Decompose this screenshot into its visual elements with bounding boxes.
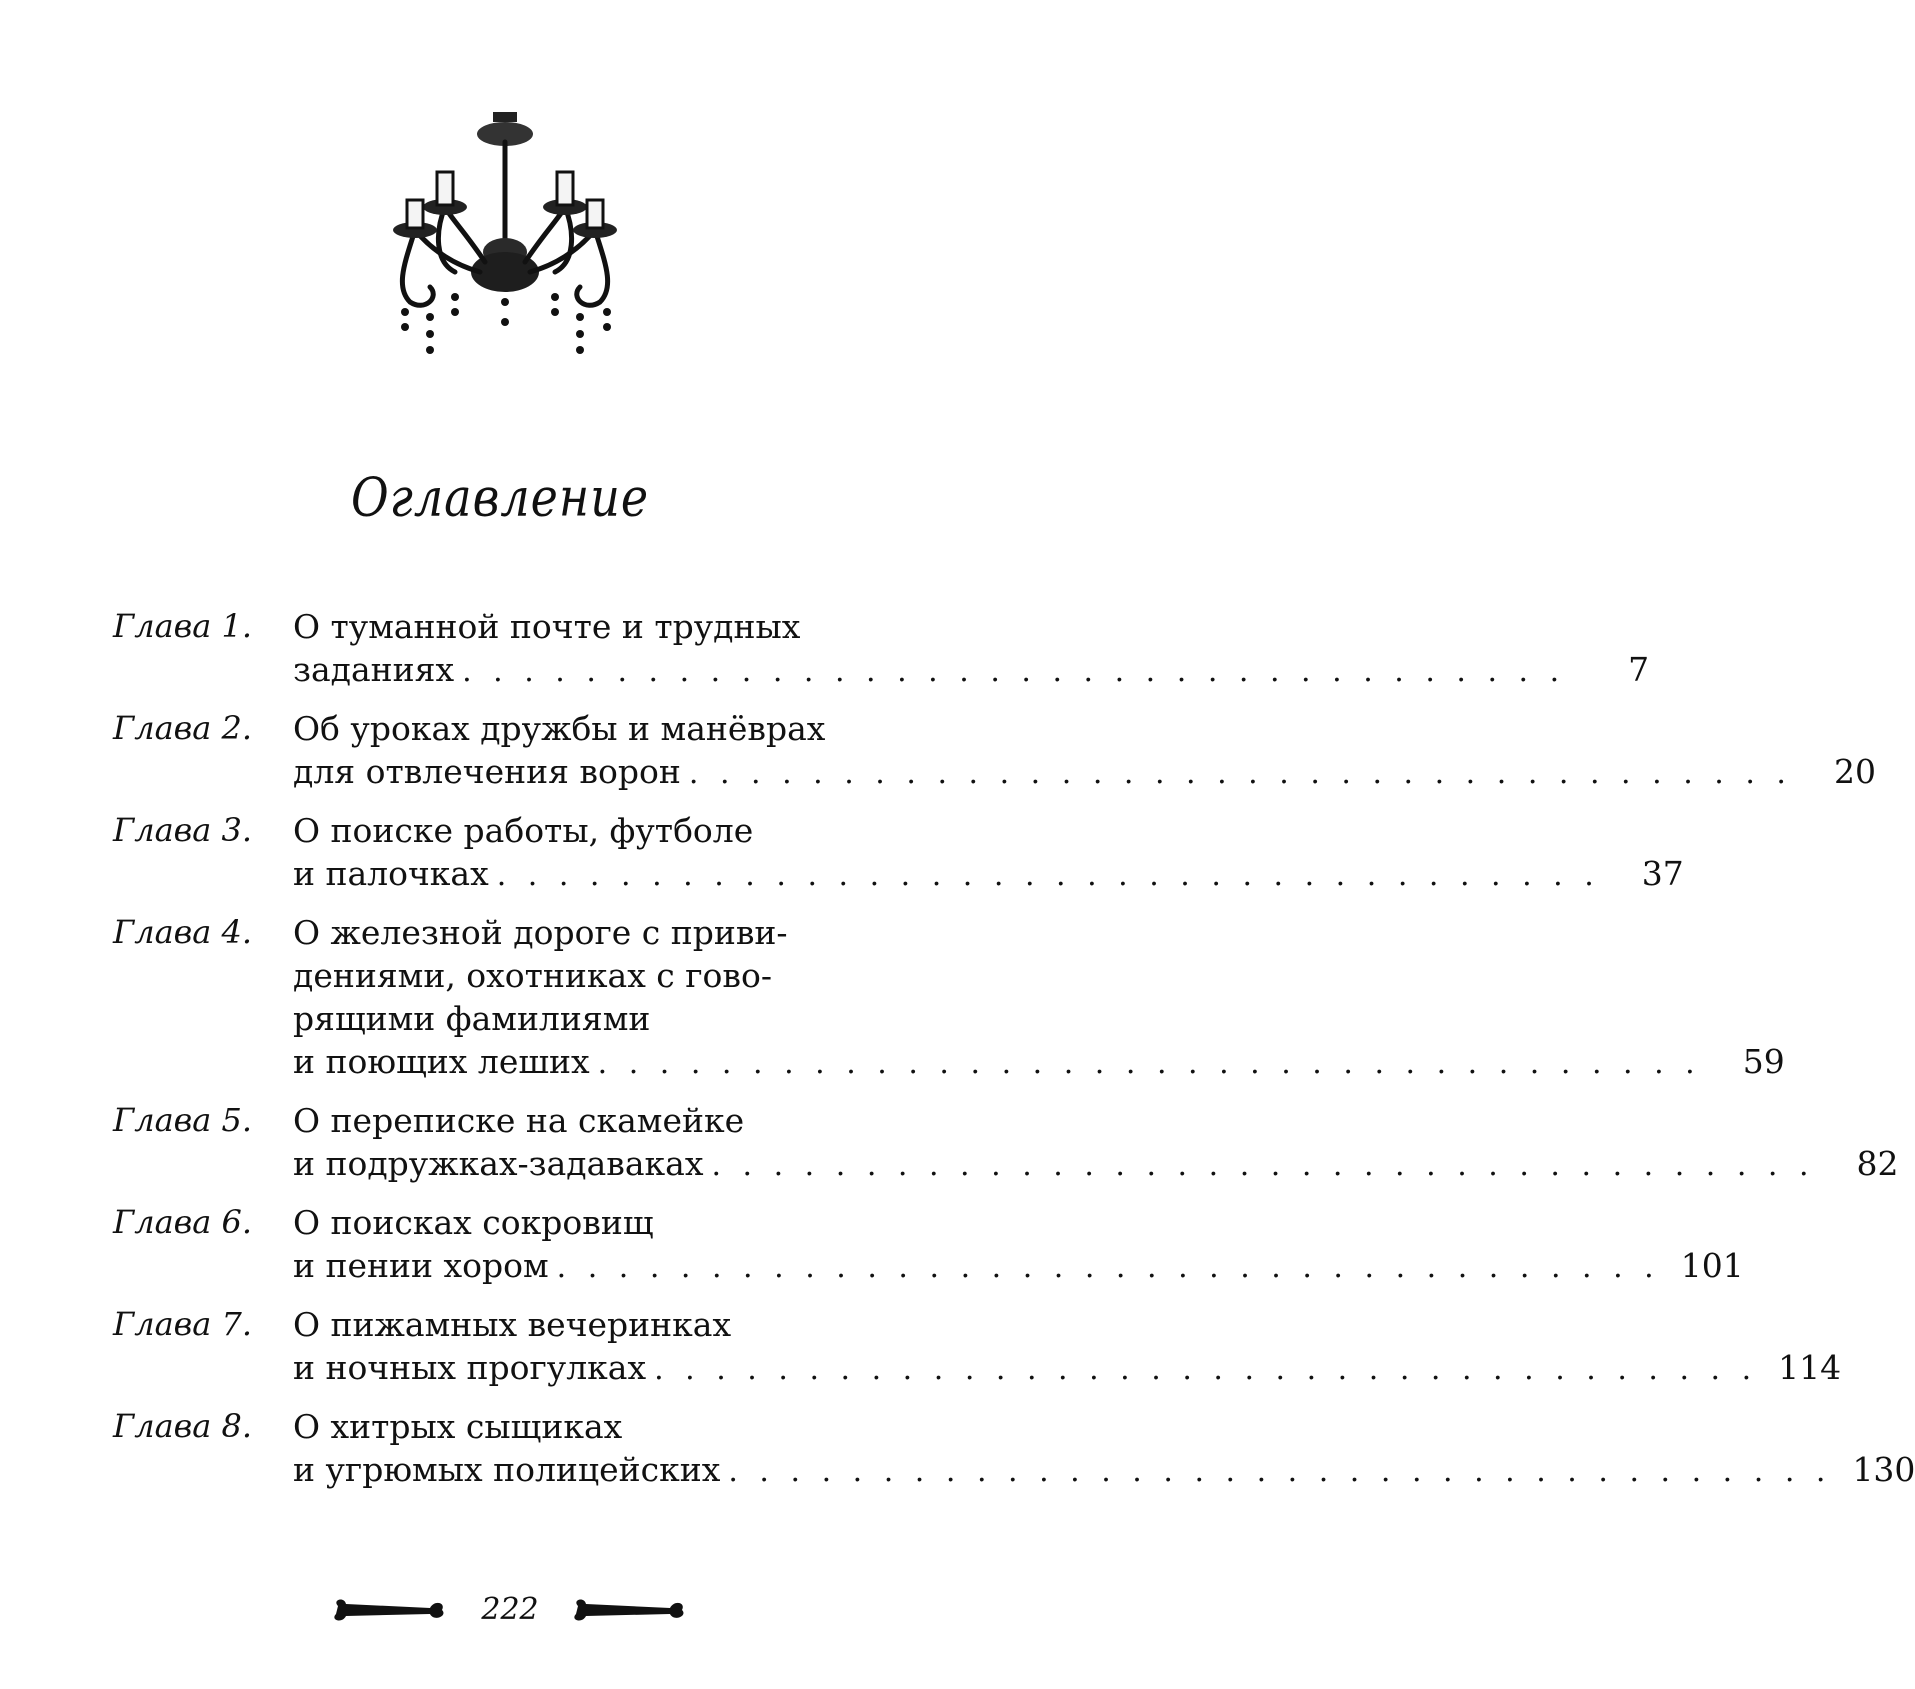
chapter-title-line: О поисках сокровищ (293, 1203, 654, 1242)
chapter-label: Глава 3. (113, 811, 253, 849)
chapter-title (293, 911, 1785, 1085)
chapter-label: Глава 1. (113, 607, 253, 645)
table-of-contents (113, 605, 1915, 1507)
chapter-title-line: и поющих леших (293, 1042, 590, 1081)
leader-dots: . . . . . . . . . . . . . . . . . . . . . . . . . . . . . . . . . . . . (728, 1454, 1832, 1489)
leader-dots: . . . . . . . . . . . . . . . . . . . . . . . . . . . . . . . . . . . . (462, 654, 1566, 689)
chapter-label: Глава 6. (113, 1203, 253, 1241)
chapter-title (293, 1201, 1744, 1289)
chapter-label: Глава 7. (113, 1305, 253, 1343)
chapter-title (293, 809, 1684, 897)
chapter-title-line: и ночных прогулках (293, 1348, 647, 1387)
chapter-label: Глава 8. (113, 1407, 253, 1445)
chapter-title-line: и угрюмых полицейских (293, 1450, 721, 1489)
leader-dots: . . . . . . . . . . . . . . . . . . . . . . . . . . . . . . . . . . . . (496, 858, 1600, 893)
chapter-label: Глава 5. (113, 1101, 253, 1139)
chapter-title-line: и палочках (293, 854, 489, 893)
chapter-label: Глава 2. (113, 709, 253, 747)
chapter-title-line: и пении хором (293, 1246, 549, 1285)
leader-dots: . . . . . . . . . . . . . . . . . . . . . . . . . . . . . . . . . . . . (597, 1046, 1701, 1081)
chapter-page-number: 114 (1778, 1348, 1842, 1387)
chapter-title-line: О переписке на скамейке (293, 1101, 745, 1140)
chapter-page-number: 59 (1742, 1042, 1785, 1081)
toc-entry (113, 911, 1785, 1085)
chapter-page-number: 7 (1628, 650, 1650, 689)
chapter-title (293, 605, 1649, 693)
leader-dots: . . . . . . . . . . . . . . . . . . . . . . . . . . . . . . . . . . . . (688, 756, 1792, 791)
chapter-page-number: 37 (1641, 854, 1684, 893)
chapter-title (293, 1303, 1841, 1391)
toc-entry (113, 1303, 1842, 1391)
toc-entry (113, 1405, 1915, 1493)
leader-dots: . . . . . . . . . . . . . . . . . . . . . . . . . . . . . . . . . . . . (556, 1250, 1660, 1285)
page-number: 222 (481, 1592, 539, 1627)
chapter-title-line: О туманной почте и трудных (293, 607, 801, 646)
chapter-title (293, 1405, 1915, 1493)
chapter-title-line: О хитрых сыщиках (293, 1407, 623, 1446)
toc-entry (113, 1201, 1744, 1289)
chapter-title-line: О поиске работы, футболе (293, 811, 754, 850)
chapter-page-number: 82 (1856, 1144, 1899, 1183)
chapter-title-line: и подружках-задаваках (293, 1144, 704, 1183)
chapter-label: Глава 4. (113, 913, 253, 951)
toc-entry (113, 1099, 1899, 1187)
chapter-title (293, 1099, 1899, 1187)
chapter-title-line: дениями, охотниках с гово- (293, 956, 773, 995)
chapter-title-line: О пижамных вечеринках (293, 1305, 732, 1344)
chapter-page-number: 20 (1833, 752, 1876, 791)
chapter-title-line: рящими фамилиями (293, 999, 651, 1038)
page-title: Оглавление (350, 465, 650, 529)
chapter-page-number: 101 (1680, 1246, 1744, 1285)
page-footer (330, 1588, 690, 1638)
chandelier-illustration (385, 112, 645, 392)
bone-ornament-right-icon (570, 1596, 690, 1626)
chapter-title (293, 707, 1876, 795)
chapter-title-line: заданиях (293, 650, 455, 689)
chapter-title-line: Об уроках дружбы и манёврах (293, 709, 826, 748)
toc-entry (113, 809, 1684, 897)
chapter-page-number: 130 (1852, 1450, 1915, 1489)
leader-dots: . . . . . . . . . . . . . . . . . . . . . . . . . . . . . . . . . . . . (711, 1148, 1815, 1183)
toc-entry (113, 605, 1650, 693)
leader-dots: . . . . . . . . . . . . . . . . . . . . . . . . . . . . . . . . . . . . (654, 1352, 1758, 1387)
chapter-title-line: для отвлечения ворон (293, 752, 681, 791)
toc-entry (113, 707, 1876, 795)
chapter-title-line: О железной дороге с приви- (293, 913, 788, 952)
